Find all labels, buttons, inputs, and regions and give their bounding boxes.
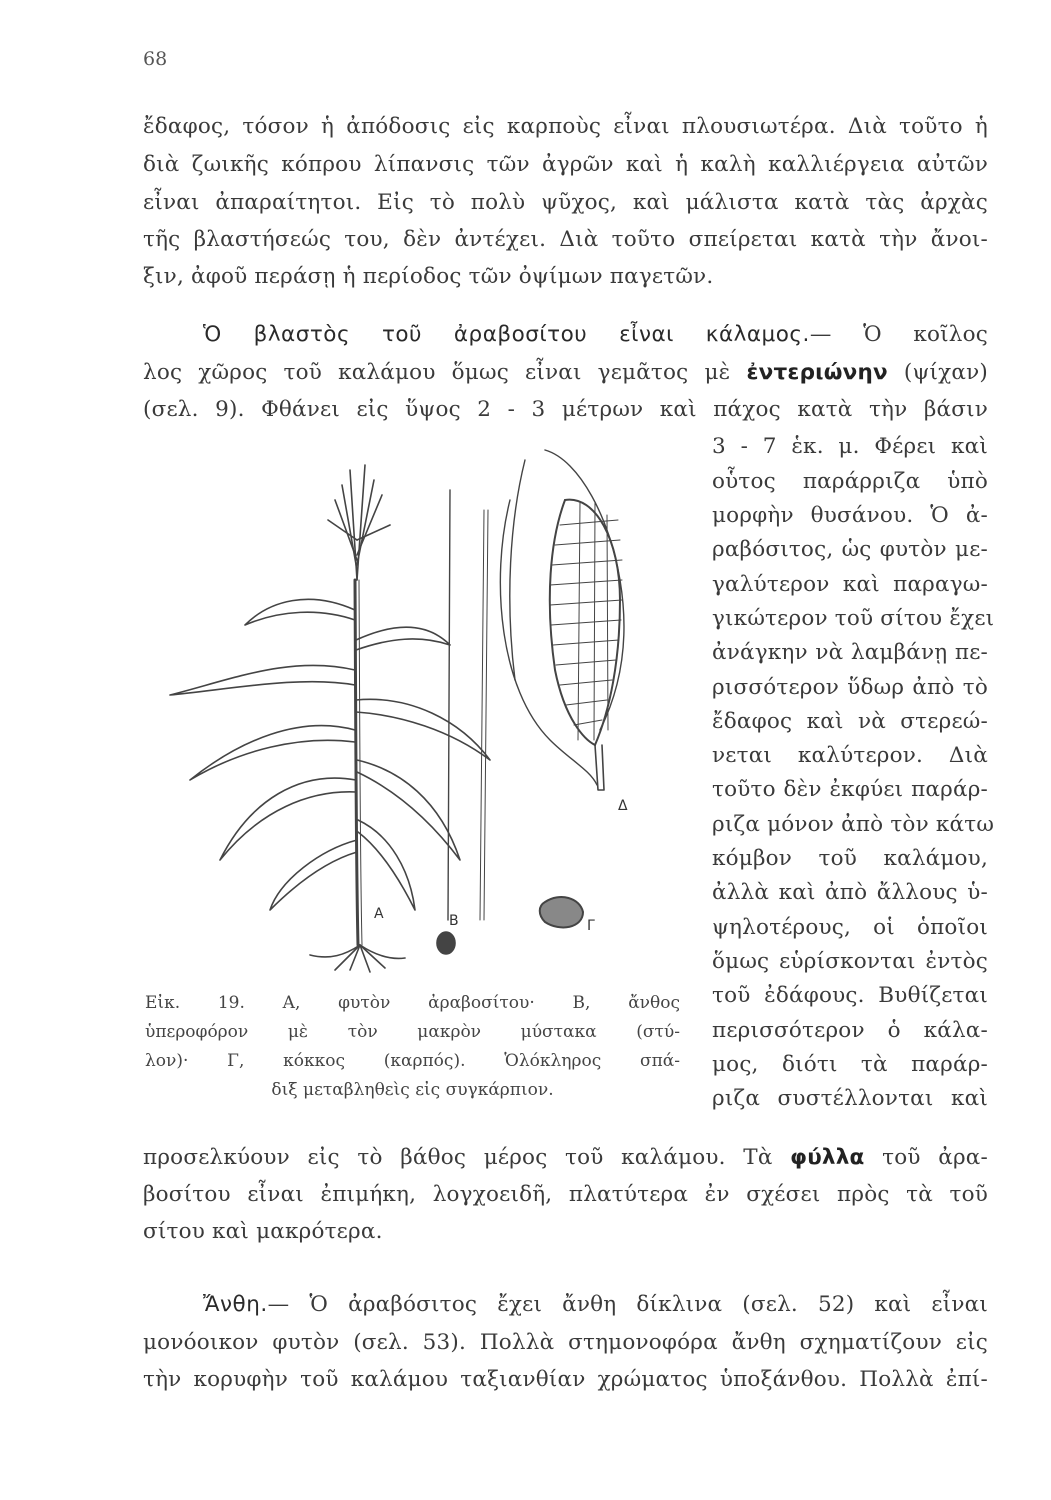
- text-line: οὗτος παράρριζα ὑπὸ: [712, 469, 988, 494]
- text-fragment: (ψίχαν): [903, 360, 988, 385]
- text-line: εἶναι ἀπαραίτητοι. Εἰς τὸ πολὺ ψῦχος, καὶ μάλιστα κατὰ τὰς ἀρχὰς: [143, 190, 988, 215]
- text-line: ἀλλὰ καὶ ἀπὸ ἄλλους ὑ-: [712, 880, 988, 905]
- text-line: ἔδαφος καὶ νὰ στερεώ-: [712, 709, 988, 734]
- text-line: ριζα μόνον ἀπὸ τὸν κάτω: [712, 812, 995, 837]
- text-line: τοῦ ἐδάφους. Βυθίζεται: [712, 983, 988, 1008]
- text-fragment: — Ὁ κοῖλος: [809, 322, 988, 347]
- figure-caption-line: διξ μεταβληθεὶς εἰς συγκάρπιον.: [271, 1080, 554, 1100]
- section-heading-line: [203, 1290, 988, 1320]
- figure-label-a: Α: [374, 906, 384, 922]
- text-line: γικώτερον τοῦ σίτου ἔχει: [712, 606, 995, 631]
- text-line: ξιν, ἀφοῦ περάσῃ ἡ περίοδος τῶν ὀψίμων παγετῶν.: [143, 264, 714, 289]
- text-line: τῆς βλαστήσεώς του, δὲν ἀντέχει. Διὰ τοῦτο σπείρεται κατὰ τὴν ἄνοι-: [143, 227, 988, 252]
- text-line: γαλύτερον καὶ παραγω-: [712, 572, 988, 597]
- term-enteriony: ἐντεριώνην: [746, 360, 888, 385]
- figure-label-b: Β: [449, 913, 459, 929]
- text-fragment: προσελκύουν εἰς τὸ βάθος μέρος τοῦ καλάμου. Τὰ: [143, 1145, 773, 1170]
- text-fragment: τοῦ ἀρα-: [882, 1145, 988, 1170]
- text-line: ἀνάγκην νὰ λαμβάνῃ πε-: [712, 640, 988, 665]
- figure-caption-line: Εἰκ. 19. Α, φυτὸν ἀραβοσίτου· Β, ἄνθος: [145, 993, 680, 1013]
- text-line: περισσότερον ὁ κάλα-: [712, 1018, 988, 1043]
- text-line: διὰ ζωικῆς κόπρου λίπανσις τῶν ἀγρῶν καὶ ἡ καλὴ καλλιέργεια αὐτῶν: [143, 152, 988, 177]
- text-line: βοσίτου εἶναι ἐπιμήκη, λογχοειδῆ, πλατύτερα ἐν σχέσει πρὸς τὰ τοῦ: [143, 1182, 988, 1207]
- text-line: τοῦτο δὲν ἐκφύει παράρ-: [712, 777, 988, 802]
- text-line: μονόοικον φυτὸν (σελ. 53). Πολλὰ στημονοφόρα ἄνθη σχηματίζουν εἰς: [143, 1330, 988, 1355]
- text-line: 3 - 7 ἑκ. μ. Φέρει καὶ: [712, 434, 988, 459]
- figure-caption-line: ὑπεροφόρον μὲ τὸν μακρὸν μύστακα (στύ-: [145, 1022, 680, 1042]
- figure-label-d: Δ: [618, 798, 628, 814]
- text-line: κόμβον τοῦ καλάμου,: [712, 846, 988, 871]
- text-line: ρισσότερον ὕδωρ ἀπὸ τὸ: [712, 675, 988, 700]
- text-line: σίτου καὶ μακρότερα.: [143, 1219, 383, 1244]
- text-line: ραβόσιτος, ὡς φυτὸν με-: [712, 537, 988, 562]
- text-line: ριζα συστέλλονται καὶ: [712, 1086, 988, 1111]
- term-fylla: φύλλα: [790, 1145, 865, 1170]
- text-line: ψηλοτέρους, οἱ ὁποῖοι: [712, 915, 988, 940]
- text-fragment: — Ὁ ἀραβόσιτος ἔχει ἄνθη δίκλινα (σελ. 52) καὶ εἶναι: [267, 1292, 988, 1317]
- text-line: [143, 1143, 988, 1173]
- section-heading-line: [203, 320, 988, 350]
- page-number: 68: [143, 48, 168, 70]
- text-line: (σελ. 9). Φθάνει εἰς ὕψος 2 - 3 μέτρων καὶ πάχος κατὰ τὴν βάσιν: [143, 397, 988, 422]
- text-line: νεται καλύτερον. Διὰ: [712, 743, 988, 768]
- section-heading-stem: Ὁ βλαστὸς τοῦ ἀραβοσίτου εἶναι κάλαμος.: [203, 322, 810, 347]
- text-fragment: λος χῶρος τοῦ καλάμου ὅμως εἶναι γεμᾶτος μὲ: [143, 360, 731, 385]
- maize-illustration: [150, 440, 690, 985]
- section-heading-flowers: Ἄνθη.: [203, 1292, 268, 1317]
- text-line: ἔδαφος, τόσον ἡ ἀπόδοσις εἰς καρποὺς εἶναι πλουσιωτέρα. Διὰ τοῦτο ἡ: [143, 114, 988, 139]
- text-line: ὅμως εὑρίσκονται ἐντὸς: [712, 949, 988, 974]
- text-line: [143, 358, 988, 388]
- text-line: μορφὴν θυσάνου. Ὁ ἀ-: [712, 503, 988, 528]
- figure-label-g: Γ: [587, 918, 595, 934]
- text-line: μος, διότι τὰ παράρ-: [712, 1052, 988, 1077]
- figure-caption-line: λον)· Γ, κόκκος (καρπός). Ὁλόκληρος σπά-: [145, 1051, 680, 1071]
- text-line: τὴν κορυφὴν τοῦ καλάμου ταξιανθίαν χρώματος ὑποξάνθου. Πολλὰ ἐπί-: [143, 1367, 988, 1392]
